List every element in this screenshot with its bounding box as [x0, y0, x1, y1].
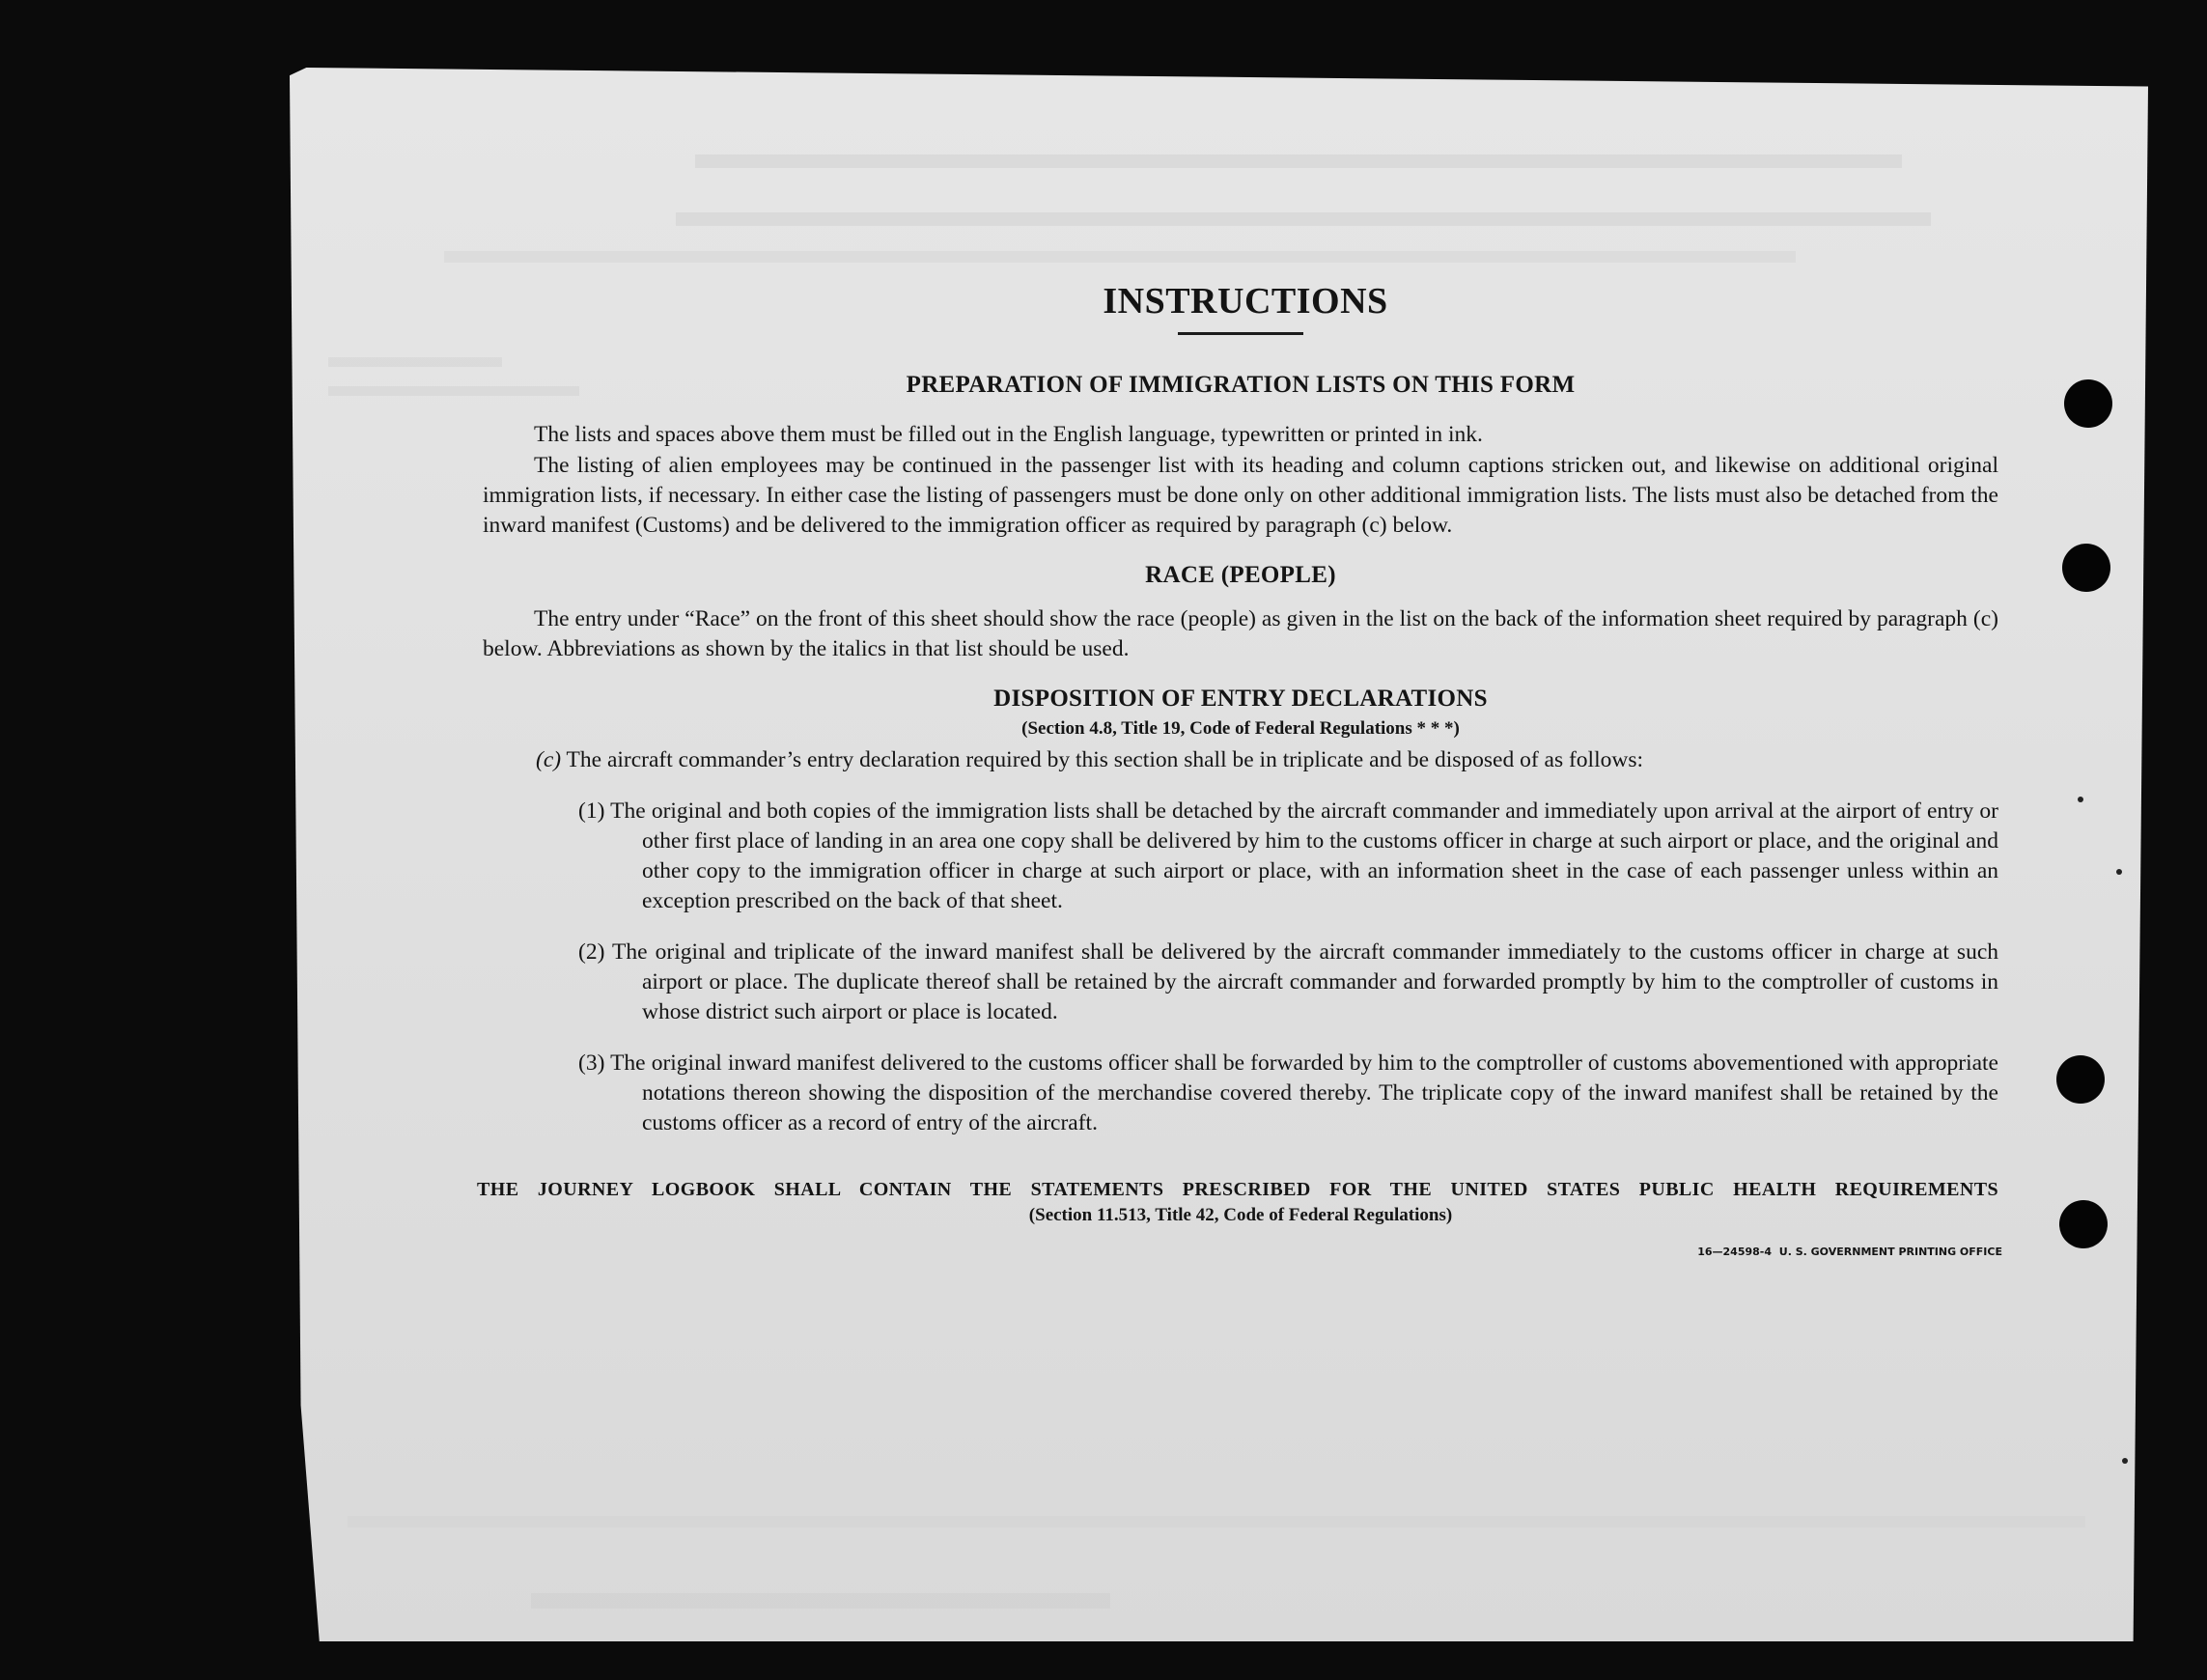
bleed-through-line — [676, 212, 1931, 226]
item-text: The original and triplicate of the inward manifest shall be delivered by the aircraft commander immediately to the customs officer in charge at such airport or place. The duplicate thereof shall be retained by the aircraft commander and forwarded promptly by him to the comptroller of customs in whose district such airport or place is located. — [612, 939, 1998, 1024]
printer-name: U. S. GOVERNMENT PRINTING OFFICE — [1778, 1246, 2002, 1258]
punch-hole — [2059, 1200, 2108, 1248]
paragraph-alien-employees: The listing of alien employees may be continued in the passenger list with its heading and column captions stricken out, and likewise on additional original immigration lists, if necessary. In either case the listing of passengers must be done only on other additional immigration lists. The lists must also be detached from the inward manifest (Customs) and be delivered to the immigration officer as required by paragraph (c) below. — [483, 453, 1998, 538]
paragraph-race: The entry under “Race” on the front of this sheet should show the race (people) as given in the list on the back of the information sheet required by paragraph (c) below. Abbreviations as shown by the italics in that list should be used. — [483, 606, 1998, 661]
bleed-through-line — [348, 1516, 2085, 1527]
list-item — [483, 797, 1998, 916]
dust-speck — [2122, 1458, 2128, 1464]
punch-hole — [2056, 1055, 2105, 1104]
section-heading-preparation: PREPARATION OF IMMIGRATION LISTS ON THIS FORM — [906, 372, 1576, 398]
item-marker: (1) — [578, 798, 605, 824]
form-number: 16—24598-4 — [1697, 1246, 1772, 1258]
list-item — [483, 1049, 1998, 1138]
punch-hole — [2062, 544, 2110, 592]
dust-speck — [2116, 869, 2122, 875]
page-title: INSTRUCTIONS — [1103, 281, 1388, 322]
disposition-citation: (Section 4.8, Title 19, Code of Federal Regulations * * *) — [1021, 718, 1460, 739]
item-marker: (3) — [578, 1050, 605, 1076]
punch-hole — [2064, 379, 2112, 428]
health-requirements-statement: THE JOURNEY LOGBOOK SHALL CONTAIN THE STATEMENTS PRESCRIBED FOR THE UNITED STATES PUBLIC HEALTH REQUIREMENTS — [477, 1179, 1998, 1200]
bleed-through-line — [531, 1593, 1110, 1609]
title-underline — [1178, 332, 1303, 335]
list-item — [483, 938, 1998, 1027]
paragraph-language: The lists and spaces above them must be filled out in the English language, typewritten or printed in ink. — [534, 422, 1483, 447]
dust-speck — [2078, 797, 2083, 802]
section-heading-race: RACE (PEOPLE) — [1145, 562, 1336, 588]
printer-imprint — [483, 1246, 2002, 1274]
bleed-through-line — [328, 357, 502, 367]
item-text: The original inward manifest delivered to the customs officer shall be forwarded by him to the comptroller of customs abovementioned with appropriate notations thereon showing the disposition of the merchandise covered thereby. The triplicate copy of the inward manifest shall be retained by the customs officer as a record of entry of the aircraft. — [610, 1050, 1998, 1135]
section-heading-disposition: DISPOSITION OF ENTRY DECLARATIONS — [993, 686, 1488, 712]
item-marker: (2) — [578, 939, 605, 965]
instructions-content — [477, 280, 2002, 1274]
health-requirements-citation: (Section 11.513, Title 42, Code of Federal Regulations) — [1028, 1205, 1453, 1225]
disposition-lead — [483, 745, 1998, 775]
bleed-through-line — [695, 154, 1902, 168]
item-text: The original and both copies of the immigration lists shall be detached by the aircraft commander and immediately upon arrival at the airport of entry or other first place of landing in an area one copy shall be delivered by him to the customs officer in charge at such airport or place, and the original and other copy to the immigration officer in charge at such airport or place, with an information sheet in the case of each passenger unless within an exception prescribed on the back of that sheet. — [610, 798, 1998, 913]
bleed-through-line — [444, 251, 1796, 263]
lead-marker: (c) — [536, 747, 562, 772]
lead-text: The aircraft commander’s entry declaration required by this section shall be in triplicate and be disposed of as follows: — [566, 747, 1644, 772]
